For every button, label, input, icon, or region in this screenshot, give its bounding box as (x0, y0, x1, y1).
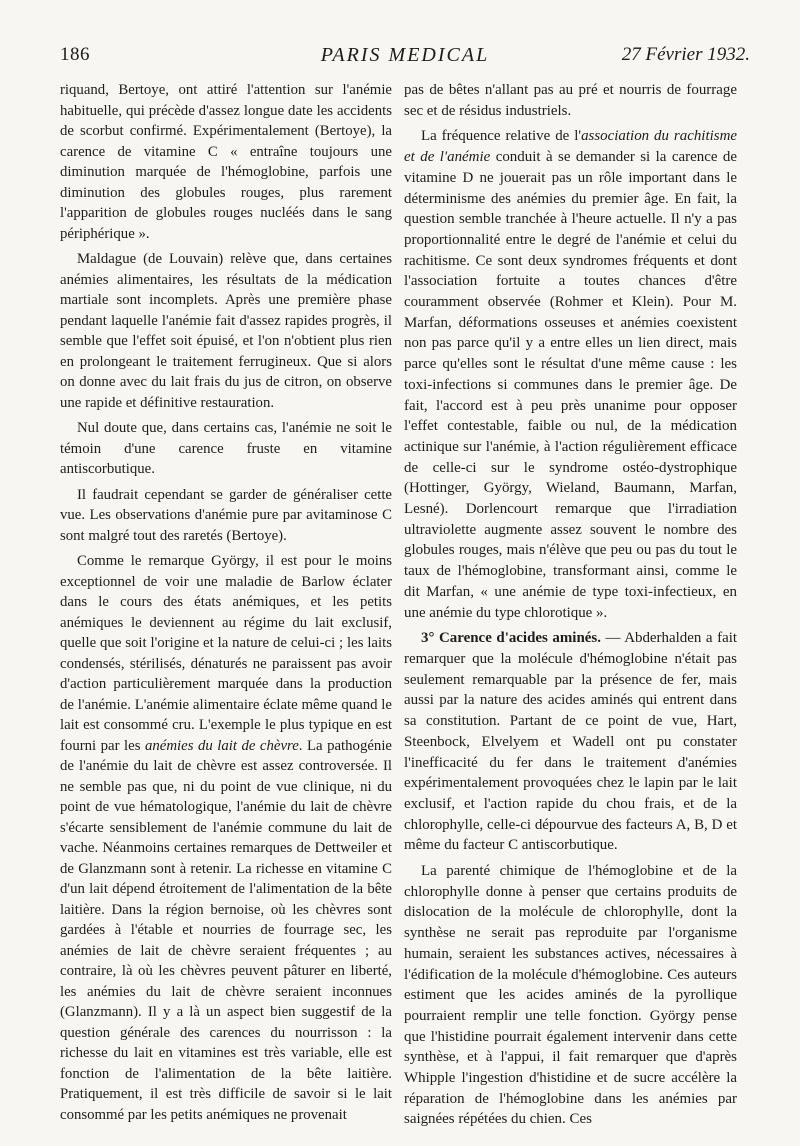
paragraph: Maldague (de Louvain) relève que, dans certaines anémies alimentaires, les résultats de la médication martiale sont incomplets. Après une première phase pendant laquelle l'anémie fait d'assez rapides progrès, il semble que l'effet soit épuisé, et l'on n'obtient plus rien en prolongeant le traitement ferrugineux. Que si alors on donne avec du lait frais du jus de citron, on observe une rapide et définitive restauration. (60, 251, 392, 411)
paragraph: Il faudrait cependant se garder de généraliser cette vue. Les observations d'anémie pure par avitaminose C sont malgré tout des raretés (Bertoye). (60, 486, 392, 544)
paragraph-rachitisme (404, 126, 737, 623)
text-run: conduit à se demander si la carence de vitamine D ne jouerait pas un rôle important dans le déterminisme des anémies du premier âge. En fait, la question semble tranchée à l'heure actuelle. Il n'y a pas proportionnalité entre le degré de l'anémie et celui du rachitisme. Ce sont deux syndromes fréquents et dont l'association fortuite a toutes chances d'être couramment observée (Rohmer et Klein). Pour M. Marfan, déformations osseuses et anémies coexistent non pas parce qu'il y a entre elles un lien direct, mais parce qu'elles sont le résultat d'une même cause : les toxi-infections si communes dans le premier âge. De fait, l'accord est à peu près unanime pour opposer l'effet contestable, faible ou nul, de la médication actinique sur l'anémie, à l'action régulièrement efficace de celle-ci sur le syndrome ostéo-dystrophique (Hottinger, György, Wieland, Baumann, Marfan, Lesné). Dorlencourt remarque que l'irradiation ultraviolette augmente assez souvent le nombre des globules rouges, mais n'élève que peu ou pas du tout le taux de l'hémoglobine, transformant ainsi, comme le dit Marfan, « une anémie de type toxi-infectieux, en une anémie du type chlorotique ». (404, 149, 738, 621)
italic-term: association du rachitisme et de l'anémie (404, 128, 737, 166)
section-heading: 3° Carence d'acides aminés. (421, 630, 601, 647)
left-column (60, 80, 392, 1125)
page-number: 186 (60, 44, 90, 65)
paragraph-amino-acids (404, 628, 737, 856)
text-run: Comme le remarque György, il est pour le moins exceptionnel de voir une maladie de Barlow éclater dans le cours des états anémiques, et les petits anémiques le deviennent au régime du lait exclusif, quelle que soit l'origine et la nature de celui-ci ; les laits condensés, stérilisés, dénaturés ne paraissent pas avoir d'action particulièrement marquée dans la production de l'anémie. L'anémie alimentaire éclate même quand le lait est consommé cru. L'exemple le plus typique en est fourni par les (60, 553, 392, 754)
paragraph: pas de bêtes n'allant pas au pré et nourris de fourrage sec et de résidus industriels. (404, 82, 737, 119)
issue-date: 27 Février 1932. (621, 44, 750, 65)
text-run: — Abderhalden a fait remarquer que la molécule d'hémoglobine n'était pas seulement remarquable par la présence de fer, mais aussi par la nature des acides aminés qui entrent dans sa constitution. Partant de ce point de vue, Hart, Steenbock, Elvelyem et Wadell ont pu constater l'inefficacité du fer dans le traitement d'anémies expérimentalement provoquées chez le lapin par le lait exclusif, et l'action rapide du chou frais, et de la chlorophylle, celle-ci dépourvue des facteurs A, B, D et même du facteur C antiscorbutique. (404, 630, 737, 854)
paragraph: Nul doute que, dans certains cas, l'anémie ne soit le témoin d'une carence fruste en vitamine antiscorbutique. (60, 420, 392, 477)
paragraph-goat-milk (60, 551, 392, 1125)
text-run: . La pathogénie de l'anémie du lait de chèvre est assez controversée. Il ne semble pas que, ni du point de vue clinique, ni du point de vue hématologique, l'anémie du lait de chèvre s'écarte sensiblement de l'anémie commune du lait de vache. Néanmoins certaines remarques de Dettweiler et de Glanzmann sont à retenir. La richesse en vitamine C d'un lait dépend étroitement de l'alimentation de la bête laitière. Dans la région bernoise, où les chèvres sont gardées à l'étable et nourries de fourrage sec, les anémies de lait de chèvre seraient fréquentes ; au contraire, là où les chèvres peuvent pâturer en liberté, les anémies du lait de chèvre seraient inconnues (Glanzmann). Il y a là un aspect bien suggestif de la question générale des carences du nourrisson : la richesse du lait en vitamines est très variable, elle est fonction de l'alimentation de la bête laitière. Pratiquement, il est très difficile de savoir si le lait consommé par les petits anémiques ne provenait (60, 737, 392, 1123)
right-column (404, 80, 737, 1130)
page-header (60, 44, 750, 74)
text-run: La fréquence relative de l' (421, 128, 582, 145)
paragraph: La parenté chimique de l'hémoglobine et de la chlorophylle donne à penser que certains produits de dislocation de la molécule de chlorophylle, dont la synthèse ne serait pas reproduite par l'organisme humain, seraient les substances actives, nécessaires à l'édification de la molécule d'hémoglobine. Ces auteurs estiment que les acides aminés de la pyrollique pourraient remplir une telle fonction. György pense que l'histidine pourrait également intervenir dans cette synthèse, et à l'appui, il fait remarquer que d'après Whipple l'ingestion d'histidine et de sucre accélère la réparation de l'hémoglobine dans les anémies par saignées répétées du chien. Ces (404, 863, 737, 1128)
journal-title: PARIS MEDICAL (320, 44, 490, 66)
paragraph: riquand, Bertoye, ont attiré l'attention sur l'anémie habituelle, qui précède d'assez longue date les accidents de scorbut confirmé. Expérimentalement (Bertoye), la carence de vitamine C « entraîne toujours une diminution marquée de l'hémoglobine, parfois une diminution des globules rouges, plus rarement l'apparition de globules rouges nucléés dans le sang périphérique ». (60, 82, 392, 242)
italic-term: anémies du lait de chèvre (144, 737, 299, 754)
